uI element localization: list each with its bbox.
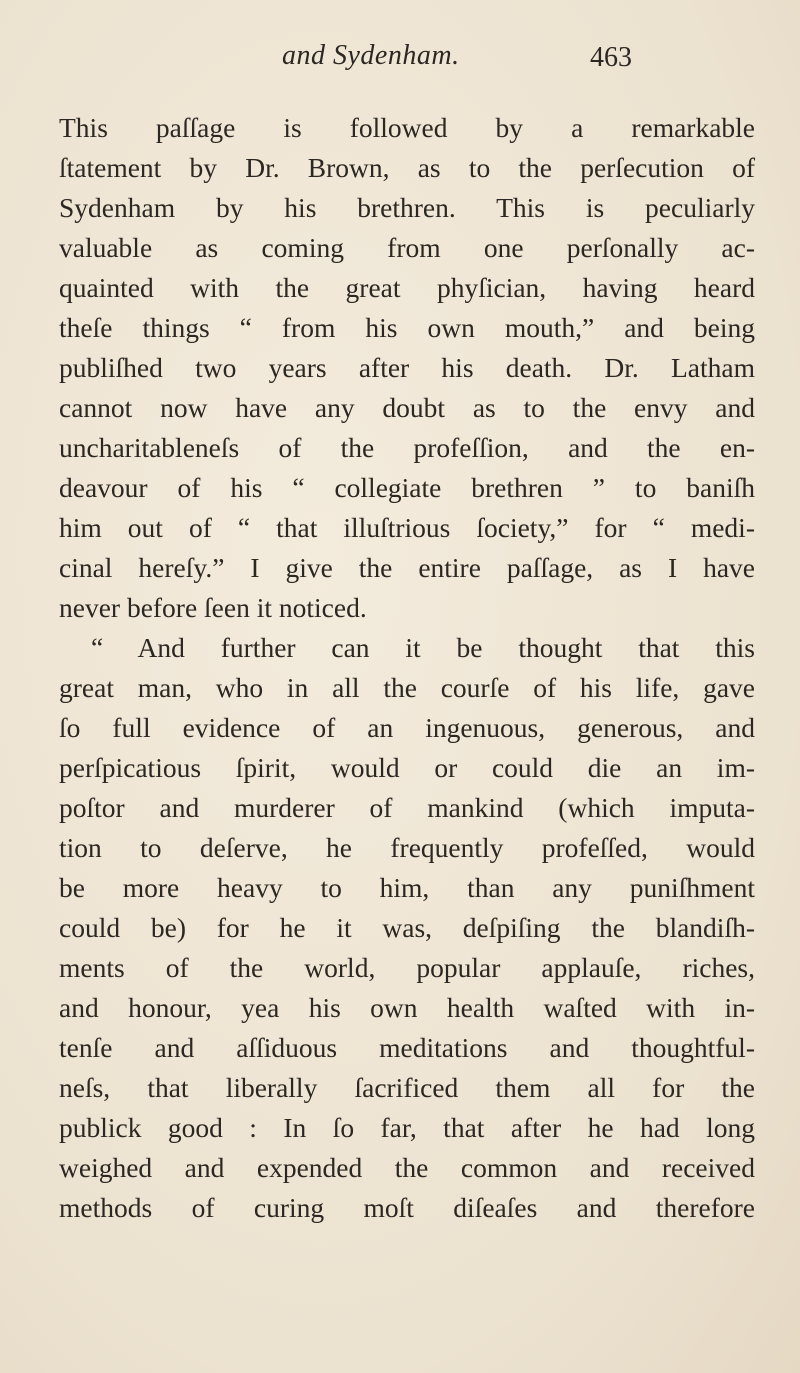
text-line: methods of curing moſt diſeaſes and therefore [59, 1192, 755, 1223]
text-line: Sydenham by his brethren. This is peculiarly [59, 192, 755, 223]
text-line: cannot now have any doubt as to the envy and [59, 392, 755, 423]
text-line: theſe things “ from his own mouth,” and being [59, 312, 755, 343]
text-line: weighed and expended the common and received [59, 1152, 755, 1183]
text-line: valuable as coming from one perſonally ac- [59, 232, 755, 263]
text-line: uncharitableneſs of the profeſſion, and the en- [59, 432, 755, 463]
text-line: cinal hereſy.” I give the entire paſſage, as I have [59, 552, 755, 583]
text-line: him out of “ that illuſtrious ſociety,” for “ medi- [59, 512, 755, 543]
text-line: could be) for he it was, deſpiſing the blandiſh- [59, 912, 755, 943]
running-head: and Sydenham. [282, 40, 460, 71]
text-line: quainted with the great phyſician, having heard [59, 272, 755, 303]
text-line: tenſe and aſſiduous meditations and thoughtful- [59, 1032, 755, 1063]
text-line: deavour of his “ collegiate brethren ” to baniſh [59, 472, 755, 503]
text-line: ſtatement by Dr. Brown, as to the perſecution of [59, 152, 755, 183]
text-line: This paſſage is followed by a remarkable [59, 112, 755, 143]
text-line: and honour, yea his own health waſted with in- [59, 992, 755, 1023]
text-line: perſpicatious ſpirit, would or could die an im- [59, 752, 755, 783]
text-line: poſtor and murderer of mankind (which imputa- [59, 792, 755, 823]
text-line: “ And further can it be thought that this [91, 632, 755, 663]
text-line: tion to deſerve, he frequently profeſſed, would [59, 832, 755, 863]
text-line: never before ſeen it noticed. [59, 592, 367, 623]
page-header [0, 40, 800, 90]
text-line: publiſhed two years after his death. Dr. Latham [59, 352, 755, 383]
text-line: be more heavy to him, than any puniſhment [59, 872, 755, 903]
text-line: ſo full evidence of an ingenuous, generous, and [59, 712, 755, 743]
text-line: great man, who in all the courſe of his life, gave [59, 672, 755, 703]
text-line: ments of the world, popular applauſe, riches, [59, 952, 755, 983]
text-line: publick good : In ſo far, that after he had long [59, 1112, 755, 1143]
text-line: neſs, that liberally ſacrificed them all for the [59, 1072, 755, 1103]
page-number: 463 [590, 42, 632, 73]
